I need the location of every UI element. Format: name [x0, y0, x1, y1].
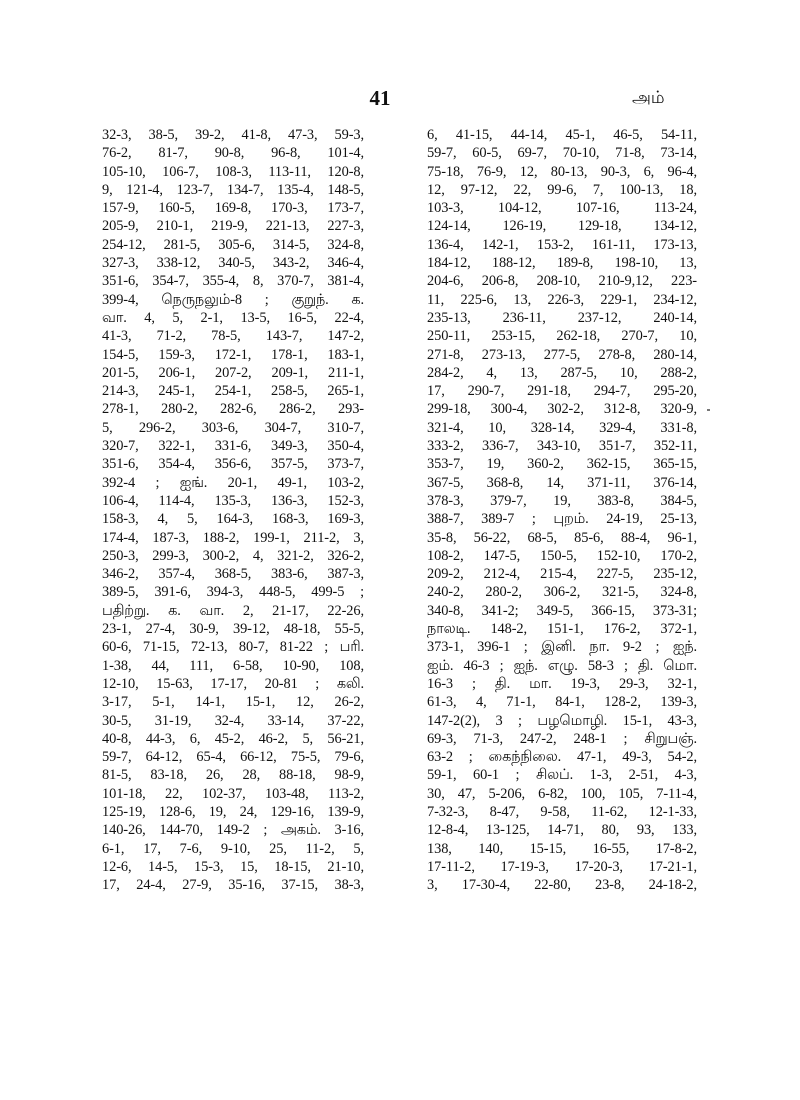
index-line-right: 103-3, 104-12, 107-16, 113-24,	[427, 200, 697, 217]
index-line-left: பதிற்று. க. வா. 2, 21-17, 22-26,	[102, 602, 364, 619]
index-column-right	[427, 126, 697, 894]
index-line-right: 235-13, 236-11, 237-12, 240-14,	[427, 309, 697, 326]
index-line-left: 6-1, 17, 7-6, 9-10, 25, 11-2, 5,	[102, 840, 364, 857]
index-line-right: 388-7, 389-7 ; புறம். 24-19, 25-13,	[427, 511, 697, 528]
index-line-right: 250-11, 253-15, 262-18, 270-7, 10,	[427, 328, 697, 345]
index-line-right: 59-1, 60-1 ; சிலப். 1-3, 2-51, 4-3,	[427, 767, 697, 784]
index-line-left: 214-3, 245-1, 254-1, 258-5, 265-1,	[102, 383, 364, 400]
index-line-left: வா. 4, 5, 2-1, 13-5, 16-5, 22-4,	[102, 309, 364, 326]
index-line-right: 16-3 ; தி. மா. 19-3, 29-3, 32-1,	[427, 675, 697, 692]
index-line-left: 351-6, 354-4, 356-6, 357-5, 373-7,	[102, 456, 364, 473]
index-line-right: 321-4, 10, 328-14, 329-4, 331-8,	[427, 419, 697, 436]
index-line-left: 201-5, 206-1, 207-2, 209-1, 211-1,	[102, 364, 364, 381]
index-line-right: 7-32-3, 8-47, 9-58, 11-62, 12-1-33,	[427, 803, 697, 820]
index-line-right: 209-2, 212-4, 215-4, 227-5, 235-12,	[427, 566, 697, 583]
index-line-left: 30-5, 31-19, 32-4, 33-14, 37-22,	[102, 712, 364, 729]
index-line-left: 392-4 ; ஐங். 20-1, 49-1, 103-2,	[102, 474, 364, 491]
index-line-right: 6, 41-15, 44-14, 45-1, 46-5, 54-11,	[427, 127, 697, 143]
index-line-left: 105-10, 106-7, 108-3, 113-11, 120-8,	[102, 163, 364, 180]
index-line-right: 75-18, 76-9, 12, 80-13, 90-3, 6, 96-4,	[427, 163, 697, 180]
index-line-left: 1-38, 44, 111, 6-58, 10-90, 108,	[102, 657, 364, 674]
index-line-right: 373-1, 396-1 ; இனி. நா. 9-2 ; ஐந்.	[427, 639, 697, 656]
index-line-right: நாலடி. 148-2, 151-1, 176-2, 372-1,	[427, 621, 697, 638]
index-line-left: 254-12, 281-5, 305-6, 314-5, 324-8,	[102, 236, 364, 253]
index-line-left: 101-18, 22, 102-37, 103-48, 113-2,	[102, 785, 364, 802]
index-line-right: 11, 225-6, 13, 226-3, 229-1, 234-12,	[427, 291, 697, 308]
index-line-right: 367-5, 368-8, 14, 371-11, 376-14,	[427, 474, 697, 491]
index-line-right: 378-3, 379-7, 19, 383-8, 384-5,	[427, 492, 697, 509]
index-line-left: 140-26, 144-70, 149-2 ; அகம். 3-16,	[102, 822, 364, 839]
index-line-left: 327-3, 338-12, 340-5, 343-2, 346-4,	[102, 255, 364, 272]
index-line-right: 17, 290-7, 291-18, 294-7, 295-20,	[427, 383, 697, 400]
index-line-left: 174-4, 187-3, 188-2, 199-1, 211-2, 3,	[102, 529, 364, 546]
index-line-left: 76-2, 81-7, 90-8, 96-8, 101-4,	[102, 145, 364, 162]
index-line-right: 12, 97-12, 22, 99-6, 7, 100-13, 18,	[427, 181, 697, 198]
index-line-right: 17-11-2, 17-19-3, 17-20-3, 17-21-1,	[427, 858, 697, 875]
index-line-left: 125-19, 128-6, 19, 24, 129-16, 139-9,	[102, 803, 364, 820]
index-line-left: 59-7, 64-12, 65-4, 66-12, 75-5, 79-6,	[102, 749, 364, 766]
index-line-right: 271-8, 273-13, 277-5, 278-8, 280-14,	[427, 346, 697, 363]
index-line-right: 35-8, 56-22, 68-5, 85-6, 88-4, 96-1,	[427, 529, 697, 546]
index-line-right: 3, 17-30-4, 22-80, 23-8, 24-18-2,	[427, 877, 697, 894]
index-line-right: 136-4, 142-1, 153-2, 161-11, 173-13,	[427, 236, 697, 253]
index-line-right: 147-2(2), 3 ; பழமொழி. 15-1, 43-3,	[427, 712, 697, 729]
index-line-right: 30, 47, 5-206, 6-82, 100, 105, 7-11-4,	[427, 785, 697, 802]
index-line-right: 59-7, 60-5, 69-7, 70-10, 71-8, 73-14,	[427, 145, 697, 162]
index-line-left: 106-4, 114-4, 135-3, 136-3, 152-3,	[102, 492, 364, 509]
index-line-left: 351-6, 354-7, 355-4, 8, 370-7, 381-4,	[102, 273, 364, 290]
index-line-left: 12-6, 14-5, 15-3, 15, 18-15, 21-10,	[102, 858, 364, 875]
index-line-right: 340-8, 341-2; 349-5, 366-15, 373-31;	[427, 602, 697, 619]
index-line-right: 69-3, 71-3, 247-2, 248-1 ; சிறுபஞ்.	[427, 730, 697, 747]
index-line-left: 346-2, 357-4, 368-5, 383-6, 387-3,	[102, 566, 364, 583]
index-line-right: 353-7, 19, 360-2, 362-15, 365-15,	[427, 456, 697, 473]
index-line-left: 278-1, 280-2, 282-6, 286-2, 293-	[102, 401, 364, 418]
index-line-right: 61-3, 4, 71-1, 84-1, 128-2, 139-3,	[427, 694, 697, 711]
page-number: 41	[369, 86, 391, 110]
index-line-right: 240-2, 280-2, 306-2, 321-5, 324-8,	[427, 584, 697, 601]
index-line-left: 17, 24-4, 27-9, 35-16, 37-15, 38-3,	[102, 877, 364, 894]
index-line-right: 184-12, 188-12, 189-8, 198-10, 13,	[427, 255, 697, 272]
index-line-left: 5, 296-2, 303-6, 304-7, 310-7,	[102, 419, 364, 436]
stray-ink-mark	[707, 409, 710, 411]
index-line-right: 63-2 ; கைந்நிலை. 47-1, 49-3, 54-2,	[427, 749, 697, 766]
index-line-left: 41-3, 71-2, 78-5, 143-7, 147-2,	[102, 328, 364, 345]
index-line-right: 108-2, 147-5, 150-5, 152-10, 170-2,	[427, 547, 697, 564]
index-line-left: 60-6, 71-15, 72-13, 80-7, 81-22 ; பரி.	[102, 639, 364, 656]
index-line-left: 3-17, 5-1, 14-1, 15-1, 12, 26-2,	[102, 694, 364, 711]
index-line-right: 284-2, 4, 13, 287-5, 10, 288-2,	[427, 364, 697, 381]
index-line-left: 9, 121-4, 123-7, 134-7, 135-4, 148-5,	[102, 181, 364, 198]
index-line-left: 12-10, 15-63, 17-17, 20-81 ; கலி.	[102, 675, 364, 692]
index-line-left: 205-9, 210-1, 219-9, 221-13, 227-3,	[102, 218, 364, 235]
index-line-left: 40-8, 44-3, 6, 45-2, 46-2, 5, 56-21,	[102, 730, 364, 747]
index-line-right: 333-2, 336-7, 343-10, 351-7, 352-11,	[427, 438, 697, 455]
index-line-right: 12-8-4, 13-125, 14-71, 80, 93, 133,	[427, 822, 697, 839]
index-line-left: 389-5, 391-6, 394-3, 448-5, 499-5 ;	[102, 584, 364, 601]
index-line-left: 399-4, நெருநலும்-8 ; குறுந். க.	[102, 291, 364, 308]
index-line-left: 81-5, 83-18, 26, 28, 88-18, 98-9,	[102, 767, 364, 784]
index-line-right: 138, 140, 15-15, 16-55, 17-8-2,	[427, 840, 697, 857]
index-line-right: 299-18, 300-4, 302-2, 312-8, 320-9,	[427, 401, 697, 418]
index-line-left: 23-1, 27-4, 30-9, 39-12, 48-18, 55-5,	[102, 621, 364, 638]
index-line-left: 320-7, 322-1, 331-6, 349-3, 350-4,	[102, 438, 364, 455]
index-line-left: 157-9, 160-5, 169-8, 170-3, 173-7,	[102, 200, 364, 217]
index-line-right: 204-6, 206-8, 208-10, 210-9,12, 223-	[427, 273, 697, 290]
running-head: அம்	[632, 88, 665, 108]
index-line-right: 124-14, 126-19, 129-18, 134-12,	[427, 218, 697, 235]
index-line-left: 154-5, 159-3, 172-1, 178-1, 183-1,	[102, 346, 364, 363]
index-line-left: 158-3, 4, 5, 164-3, 168-3, 169-3,	[102, 511, 364, 528]
index-column-left	[102, 126, 364, 894]
index-line-left: 32-3, 38-5, 39-2, 41-8, 47-3, 59-3,	[102, 127, 364, 143]
index-line-right: ஐம். 46-3 ; ஐந். எழு. 58-3 ; தி. மொ.	[427, 657, 697, 674]
index-line-left: 250-3, 299-3, 300-2, 4, 321-2, 326-2,	[102, 547, 364, 564]
